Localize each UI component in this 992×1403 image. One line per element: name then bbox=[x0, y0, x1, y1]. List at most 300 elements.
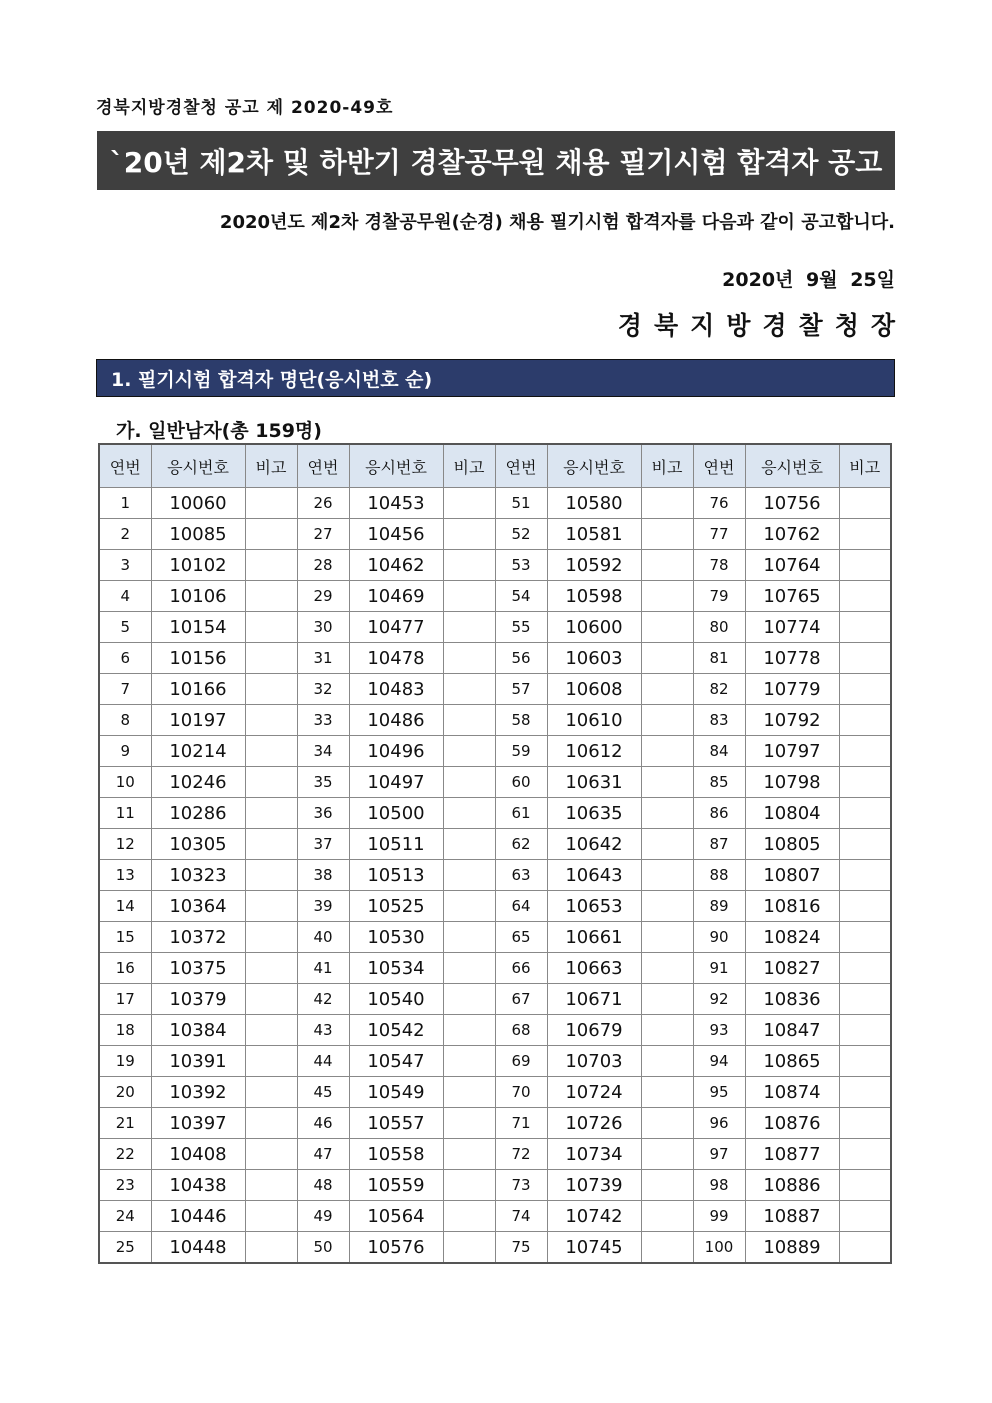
note-cell bbox=[641, 1139, 693, 1170]
note-cell bbox=[641, 705, 693, 736]
note-cell bbox=[245, 984, 297, 1015]
exam-number-cell: 10500 bbox=[349, 798, 443, 829]
exam-number-cell: 10154 bbox=[151, 612, 245, 643]
seq-cell: 60 bbox=[495, 767, 547, 798]
seq-cell: 25 bbox=[99, 1232, 151, 1264]
seq-cell: 51 bbox=[495, 488, 547, 519]
seq-cell: 97 bbox=[693, 1139, 745, 1170]
seq-cell: 21 bbox=[99, 1108, 151, 1139]
note-cell bbox=[443, 829, 495, 860]
exam-number-cell: 10379 bbox=[151, 984, 245, 1015]
note-cell bbox=[443, 798, 495, 829]
seq-cell: 93 bbox=[693, 1015, 745, 1046]
header-exam-number: 응시번호 bbox=[349, 444, 443, 488]
exam-number-cell: 10534 bbox=[349, 953, 443, 984]
seq-cell: 73 bbox=[495, 1170, 547, 1201]
seq-cell: 48 bbox=[297, 1170, 349, 1201]
exam-number-cell: 10497 bbox=[349, 767, 443, 798]
seq-cell: 7 bbox=[99, 674, 151, 705]
seq-cell: 35 bbox=[297, 767, 349, 798]
seq-cell: 91 bbox=[693, 953, 745, 984]
seq-cell: 87 bbox=[693, 829, 745, 860]
note-cell bbox=[641, 984, 693, 1015]
note-cell bbox=[641, 736, 693, 767]
table-row bbox=[99, 829, 891, 860]
note-cell bbox=[641, 798, 693, 829]
table-row bbox=[99, 767, 891, 798]
exam-number-cell: 10887 bbox=[745, 1201, 839, 1232]
seq-cell: 28 bbox=[297, 550, 349, 581]
table-row bbox=[99, 612, 891, 643]
exam-number-cell: 10836 bbox=[745, 984, 839, 1015]
seq-cell: 26 bbox=[297, 488, 349, 519]
table-row bbox=[99, 1232, 891, 1264]
note-cell bbox=[641, 581, 693, 612]
note-cell bbox=[443, 519, 495, 550]
seq-cell: 33 bbox=[297, 705, 349, 736]
exam-number-cell: 10742 bbox=[547, 1201, 641, 1232]
table-row bbox=[99, 984, 891, 1015]
exam-number-cell: 10391 bbox=[151, 1046, 245, 1077]
exam-number-cell: 10478 bbox=[349, 643, 443, 674]
note-cell bbox=[839, 736, 891, 767]
header-seq: 연번 bbox=[297, 444, 349, 488]
exam-number-cell: 10286 bbox=[151, 798, 245, 829]
seq-cell: 64 bbox=[495, 891, 547, 922]
note-cell bbox=[443, 984, 495, 1015]
exam-number-cell: 10557 bbox=[349, 1108, 443, 1139]
exam-number-cell: 10580 bbox=[547, 488, 641, 519]
exam-number-cell: 10807 bbox=[745, 860, 839, 891]
exam-number-cell: 10642 bbox=[547, 829, 641, 860]
exam-number-cell: 10827 bbox=[745, 953, 839, 984]
exam-number-cell: 10764 bbox=[745, 550, 839, 581]
seq-cell: 36 bbox=[297, 798, 349, 829]
note-cell bbox=[839, 1015, 891, 1046]
notice-number: 경북지방경찰청 공고 제 2020-49호 bbox=[96, 98, 394, 118]
seq-cell: 46 bbox=[297, 1108, 349, 1139]
note-cell bbox=[443, 891, 495, 922]
exam-number-cell: 10448 bbox=[151, 1232, 245, 1264]
header-note: 비고 bbox=[641, 444, 693, 488]
seq-cell: 3 bbox=[99, 550, 151, 581]
seq-cell: 43 bbox=[297, 1015, 349, 1046]
table-row bbox=[99, 643, 891, 674]
table-header-row bbox=[99, 444, 891, 488]
exam-number-cell: 10653 bbox=[547, 891, 641, 922]
note-cell bbox=[839, 891, 891, 922]
note-cell bbox=[443, 1170, 495, 1201]
note-cell bbox=[839, 767, 891, 798]
header-note: 비고 bbox=[245, 444, 297, 488]
note-cell bbox=[245, 767, 297, 798]
table-row bbox=[99, 705, 891, 736]
exam-number-cell: 10540 bbox=[349, 984, 443, 1015]
exam-number-cell: 10734 bbox=[547, 1139, 641, 1170]
note-cell bbox=[245, 550, 297, 581]
table-row bbox=[99, 1108, 891, 1139]
table-row bbox=[99, 891, 891, 922]
seq-cell: 67 bbox=[495, 984, 547, 1015]
note-cell bbox=[245, 1232, 297, 1264]
table-row bbox=[99, 1077, 891, 1108]
table-row bbox=[99, 488, 891, 519]
note-cell bbox=[641, 953, 693, 984]
seq-cell: 11 bbox=[99, 798, 151, 829]
seq-cell: 74 bbox=[495, 1201, 547, 1232]
seq-cell: 34 bbox=[297, 736, 349, 767]
header-note: 비고 bbox=[839, 444, 891, 488]
seq-cell: 13 bbox=[99, 860, 151, 891]
exam-number-cell: 10816 bbox=[745, 891, 839, 922]
exam-number-cell: 10525 bbox=[349, 891, 443, 922]
note-cell bbox=[443, 643, 495, 674]
exam-number-cell: 10592 bbox=[547, 550, 641, 581]
note-cell bbox=[443, 550, 495, 581]
exam-number-cell: 10635 bbox=[547, 798, 641, 829]
note-cell bbox=[443, 922, 495, 953]
exam-number-cell: 10462 bbox=[349, 550, 443, 581]
note-cell bbox=[641, 891, 693, 922]
seq-cell: 98 bbox=[693, 1170, 745, 1201]
table-row bbox=[99, 922, 891, 953]
note-cell bbox=[839, 581, 891, 612]
note-cell bbox=[245, 891, 297, 922]
issuer-name: 경북지방경찰청장 bbox=[617, 311, 907, 340]
seq-cell: 53 bbox=[495, 550, 547, 581]
exam-number-cell: 10581 bbox=[547, 519, 641, 550]
exam-number-cell: 10397 bbox=[151, 1108, 245, 1139]
seq-cell: 58 bbox=[495, 705, 547, 736]
note-cell bbox=[839, 860, 891, 891]
note-cell bbox=[641, 1077, 693, 1108]
exam-number-cell: 10559 bbox=[349, 1170, 443, 1201]
header-exam-number: 응시번호 bbox=[547, 444, 641, 488]
exam-number-cell: 10477 bbox=[349, 612, 443, 643]
seq-cell: 16 bbox=[99, 953, 151, 984]
note-cell bbox=[245, 922, 297, 953]
exam-number-cell: 10438 bbox=[151, 1170, 245, 1201]
note-cell bbox=[245, 1015, 297, 1046]
note-cell bbox=[443, 953, 495, 984]
note-cell bbox=[443, 1201, 495, 1232]
seq-cell: 17 bbox=[99, 984, 151, 1015]
seq-cell: 95 bbox=[693, 1077, 745, 1108]
exam-number-cell: 10608 bbox=[547, 674, 641, 705]
seq-cell: 30 bbox=[297, 612, 349, 643]
table-row bbox=[99, 1015, 891, 1046]
exam-number-cell: 10456 bbox=[349, 519, 443, 550]
seq-cell: 90 bbox=[693, 922, 745, 953]
exam-number-cell: 10671 bbox=[547, 984, 641, 1015]
exam-number-cell: 10797 bbox=[745, 736, 839, 767]
seq-cell: 52 bbox=[495, 519, 547, 550]
seq-cell: 31 bbox=[297, 643, 349, 674]
note-cell bbox=[443, 860, 495, 891]
note-cell bbox=[245, 643, 297, 674]
note-cell bbox=[839, 1201, 891, 1232]
seq-cell: 55 bbox=[495, 612, 547, 643]
exam-number-cell: 10197 bbox=[151, 705, 245, 736]
exam-number-cell: 10792 bbox=[745, 705, 839, 736]
exam-number-cell: 10874 bbox=[745, 1077, 839, 1108]
note-cell bbox=[839, 984, 891, 1015]
exam-number-cell: 10375 bbox=[151, 953, 245, 984]
exam-number-cell: 10486 bbox=[349, 705, 443, 736]
seq-cell: 19 bbox=[99, 1046, 151, 1077]
table-row bbox=[99, 674, 891, 705]
seq-cell: 47 bbox=[297, 1139, 349, 1170]
seq-cell: 22 bbox=[99, 1139, 151, 1170]
exam-number-cell: 10779 bbox=[745, 674, 839, 705]
seq-cell: 71 bbox=[495, 1108, 547, 1139]
seq-cell: 57 bbox=[495, 674, 547, 705]
note-cell bbox=[443, 1232, 495, 1264]
seq-cell: 29 bbox=[297, 581, 349, 612]
exam-number-cell: 10392 bbox=[151, 1077, 245, 1108]
table-body bbox=[99, 488, 891, 1264]
exam-number-cell: 10483 bbox=[349, 674, 443, 705]
seq-cell: 78 bbox=[693, 550, 745, 581]
seq-cell: 70 bbox=[495, 1077, 547, 1108]
seq-cell: 84 bbox=[693, 736, 745, 767]
exam-number-cell: 10610 bbox=[547, 705, 641, 736]
note-cell bbox=[839, 643, 891, 674]
header-seq: 연번 bbox=[99, 444, 151, 488]
exam-number-cell: 10804 bbox=[745, 798, 839, 829]
table-row bbox=[99, 550, 891, 581]
header-seq: 연번 bbox=[693, 444, 745, 488]
exam-number-cell: 10603 bbox=[547, 643, 641, 674]
seq-cell: 69 bbox=[495, 1046, 547, 1077]
note-cell bbox=[245, 860, 297, 891]
note-cell bbox=[245, 1170, 297, 1201]
note-cell bbox=[641, 519, 693, 550]
exam-number-cell: 10877 bbox=[745, 1139, 839, 1170]
seq-cell: 85 bbox=[693, 767, 745, 798]
seq-cell: 8 bbox=[99, 705, 151, 736]
note-cell bbox=[641, 1201, 693, 1232]
exam-number-cell: 10661 bbox=[547, 922, 641, 953]
note-cell bbox=[245, 1046, 297, 1077]
exam-number-cell: 10663 bbox=[547, 953, 641, 984]
document-title: `20년 제2차 및 하반기 경찰공무원 채용 필기시험 합격자 공고 bbox=[97, 131, 895, 190]
exam-number-cell: 10513 bbox=[349, 860, 443, 891]
seq-cell: 15 bbox=[99, 922, 151, 953]
seq-cell: 6 bbox=[99, 643, 151, 674]
exam-number-cell: 10824 bbox=[745, 922, 839, 953]
table-row bbox=[99, 1046, 891, 1077]
note-cell bbox=[839, 798, 891, 829]
exam-number-cell: 10564 bbox=[349, 1201, 443, 1232]
exam-number-cell: 10106 bbox=[151, 581, 245, 612]
seq-cell: 65 bbox=[495, 922, 547, 953]
note-cell bbox=[641, 643, 693, 674]
note-cell bbox=[839, 612, 891, 643]
exam-number-cell: 10453 bbox=[349, 488, 443, 519]
seq-cell: 20 bbox=[99, 1077, 151, 1108]
note-cell bbox=[245, 736, 297, 767]
exam-number-cell: 10600 bbox=[547, 612, 641, 643]
header-note: 비고 bbox=[443, 444, 495, 488]
seq-cell: 99 bbox=[693, 1201, 745, 1232]
note-cell bbox=[443, 488, 495, 519]
seq-cell: 76 bbox=[693, 488, 745, 519]
seq-cell: 2 bbox=[99, 519, 151, 550]
exam-number-cell: 10085 bbox=[151, 519, 245, 550]
seq-cell: 40 bbox=[297, 922, 349, 953]
seq-cell: 81 bbox=[693, 643, 745, 674]
exam-number-cell: 10765 bbox=[745, 581, 839, 612]
seq-cell: 54 bbox=[495, 581, 547, 612]
seq-cell: 10 bbox=[99, 767, 151, 798]
table-row bbox=[99, 953, 891, 984]
exam-number-cell: 10549 bbox=[349, 1077, 443, 1108]
seq-cell: 63 bbox=[495, 860, 547, 891]
table-row bbox=[99, 519, 891, 550]
exam-number-cell: 10511 bbox=[349, 829, 443, 860]
note-cell bbox=[443, 1077, 495, 1108]
seq-cell: 79 bbox=[693, 581, 745, 612]
note-cell bbox=[839, 1170, 891, 1201]
exam-number-cell: 10496 bbox=[349, 736, 443, 767]
seq-cell: 59 bbox=[495, 736, 547, 767]
note-cell bbox=[839, 550, 891, 581]
exam-number-cell: 10558 bbox=[349, 1139, 443, 1170]
seq-cell: 83 bbox=[693, 705, 745, 736]
note-cell bbox=[245, 581, 297, 612]
exam-number-cell: 10643 bbox=[547, 860, 641, 891]
note-cell bbox=[245, 519, 297, 550]
passer-table bbox=[98, 443, 892, 1264]
seq-cell: 92 bbox=[693, 984, 745, 1015]
exam-number-cell: 10876 bbox=[745, 1108, 839, 1139]
note-cell bbox=[443, 1015, 495, 1046]
exam-number-cell: 10542 bbox=[349, 1015, 443, 1046]
seq-cell: 56 bbox=[495, 643, 547, 674]
note-cell bbox=[839, 1139, 891, 1170]
exam-number-cell: 10889 bbox=[745, 1232, 839, 1264]
seq-cell: 5 bbox=[99, 612, 151, 643]
exam-number-cell: 10756 bbox=[745, 488, 839, 519]
note-cell bbox=[245, 1108, 297, 1139]
note-cell bbox=[443, 612, 495, 643]
exam-number-cell: 10778 bbox=[745, 643, 839, 674]
exam-number-cell: 10612 bbox=[547, 736, 641, 767]
exam-number-cell: 10408 bbox=[151, 1139, 245, 1170]
seq-cell: 72 bbox=[495, 1139, 547, 1170]
exam-number-cell: 10547 bbox=[349, 1046, 443, 1077]
seq-cell: 77 bbox=[693, 519, 745, 550]
seq-cell: 32 bbox=[297, 674, 349, 705]
seq-cell: 39 bbox=[297, 891, 349, 922]
exam-number-cell: 10798 bbox=[745, 767, 839, 798]
note-cell bbox=[839, 488, 891, 519]
exam-number-cell: 10364 bbox=[151, 891, 245, 922]
note-cell bbox=[641, 1108, 693, 1139]
seq-cell: 38 bbox=[297, 860, 349, 891]
exam-number-cell: 10865 bbox=[745, 1046, 839, 1077]
table-row bbox=[99, 798, 891, 829]
exam-number-cell: 10598 bbox=[547, 581, 641, 612]
exam-number-cell: 10762 bbox=[745, 519, 839, 550]
note-cell bbox=[839, 922, 891, 953]
exam-number-cell: 10530 bbox=[349, 922, 443, 953]
table-row bbox=[99, 581, 891, 612]
note-cell bbox=[245, 488, 297, 519]
seq-cell: 23 bbox=[99, 1170, 151, 1201]
exam-number-cell: 10446 bbox=[151, 1201, 245, 1232]
note-cell bbox=[839, 829, 891, 860]
note-cell bbox=[245, 612, 297, 643]
note-cell bbox=[641, 488, 693, 519]
seq-cell: 75 bbox=[495, 1232, 547, 1264]
exam-number-cell: 10774 bbox=[745, 612, 839, 643]
exam-number-cell: 10102 bbox=[151, 550, 245, 581]
exam-number-cell: 10214 bbox=[151, 736, 245, 767]
note-cell bbox=[443, 1108, 495, 1139]
exam-number-cell: 10805 bbox=[745, 829, 839, 860]
exam-number-cell: 10631 bbox=[547, 767, 641, 798]
exam-number-cell: 10745 bbox=[547, 1232, 641, 1264]
intro-text: 2020년도 제2차 경찰공무원(순경) 채용 필기시험 합격자를 다음과 같이 공고합니다. bbox=[219, 212, 895, 233]
seq-cell: 62 bbox=[495, 829, 547, 860]
exam-number-cell: 10156 bbox=[151, 643, 245, 674]
note-cell bbox=[245, 1201, 297, 1232]
seq-cell: 68 bbox=[495, 1015, 547, 1046]
header-exam-number: 응시번호 bbox=[151, 444, 245, 488]
exam-number-cell: 10886 bbox=[745, 1170, 839, 1201]
note-cell bbox=[641, 1170, 693, 1201]
seq-cell: 12 bbox=[99, 829, 151, 860]
seq-cell: 66 bbox=[495, 953, 547, 984]
exam-number-cell: 10576 bbox=[349, 1232, 443, 1264]
note-cell bbox=[245, 674, 297, 705]
exam-number-cell: 10060 bbox=[151, 488, 245, 519]
seq-cell: 44 bbox=[297, 1046, 349, 1077]
note-cell bbox=[839, 953, 891, 984]
seq-cell: 49 bbox=[297, 1201, 349, 1232]
note-cell bbox=[641, 1046, 693, 1077]
exam-number-cell: 10384 bbox=[151, 1015, 245, 1046]
seq-cell: 45 bbox=[297, 1077, 349, 1108]
seq-cell: 24 bbox=[99, 1201, 151, 1232]
seq-cell: 27 bbox=[297, 519, 349, 550]
note-cell bbox=[839, 1077, 891, 1108]
exam-number-cell: 10739 bbox=[547, 1170, 641, 1201]
section-title: 1. 필기시험 합격자 명단(응시번호 순) bbox=[96, 359, 895, 397]
note-cell bbox=[641, 1015, 693, 1046]
exam-number-cell: 10703 bbox=[547, 1046, 641, 1077]
note-cell bbox=[245, 1139, 297, 1170]
seq-cell: 82 bbox=[693, 674, 745, 705]
exam-number-cell: 10323 bbox=[151, 860, 245, 891]
table-row bbox=[99, 1170, 891, 1201]
note-cell bbox=[641, 829, 693, 860]
seq-cell: 18 bbox=[99, 1015, 151, 1046]
subsection-title: 가. 일반남자(총 159명) bbox=[116, 420, 322, 442]
exam-number-cell: 10305 bbox=[151, 829, 245, 860]
note-cell bbox=[641, 1232, 693, 1264]
note-cell bbox=[245, 829, 297, 860]
note-cell bbox=[641, 860, 693, 891]
note-cell bbox=[839, 519, 891, 550]
seq-cell: 4 bbox=[99, 581, 151, 612]
note-cell bbox=[641, 674, 693, 705]
seq-cell: 50 bbox=[297, 1232, 349, 1264]
seq-cell: 37 bbox=[297, 829, 349, 860]
note-cell bbox=[245, 798, 297, 829]
